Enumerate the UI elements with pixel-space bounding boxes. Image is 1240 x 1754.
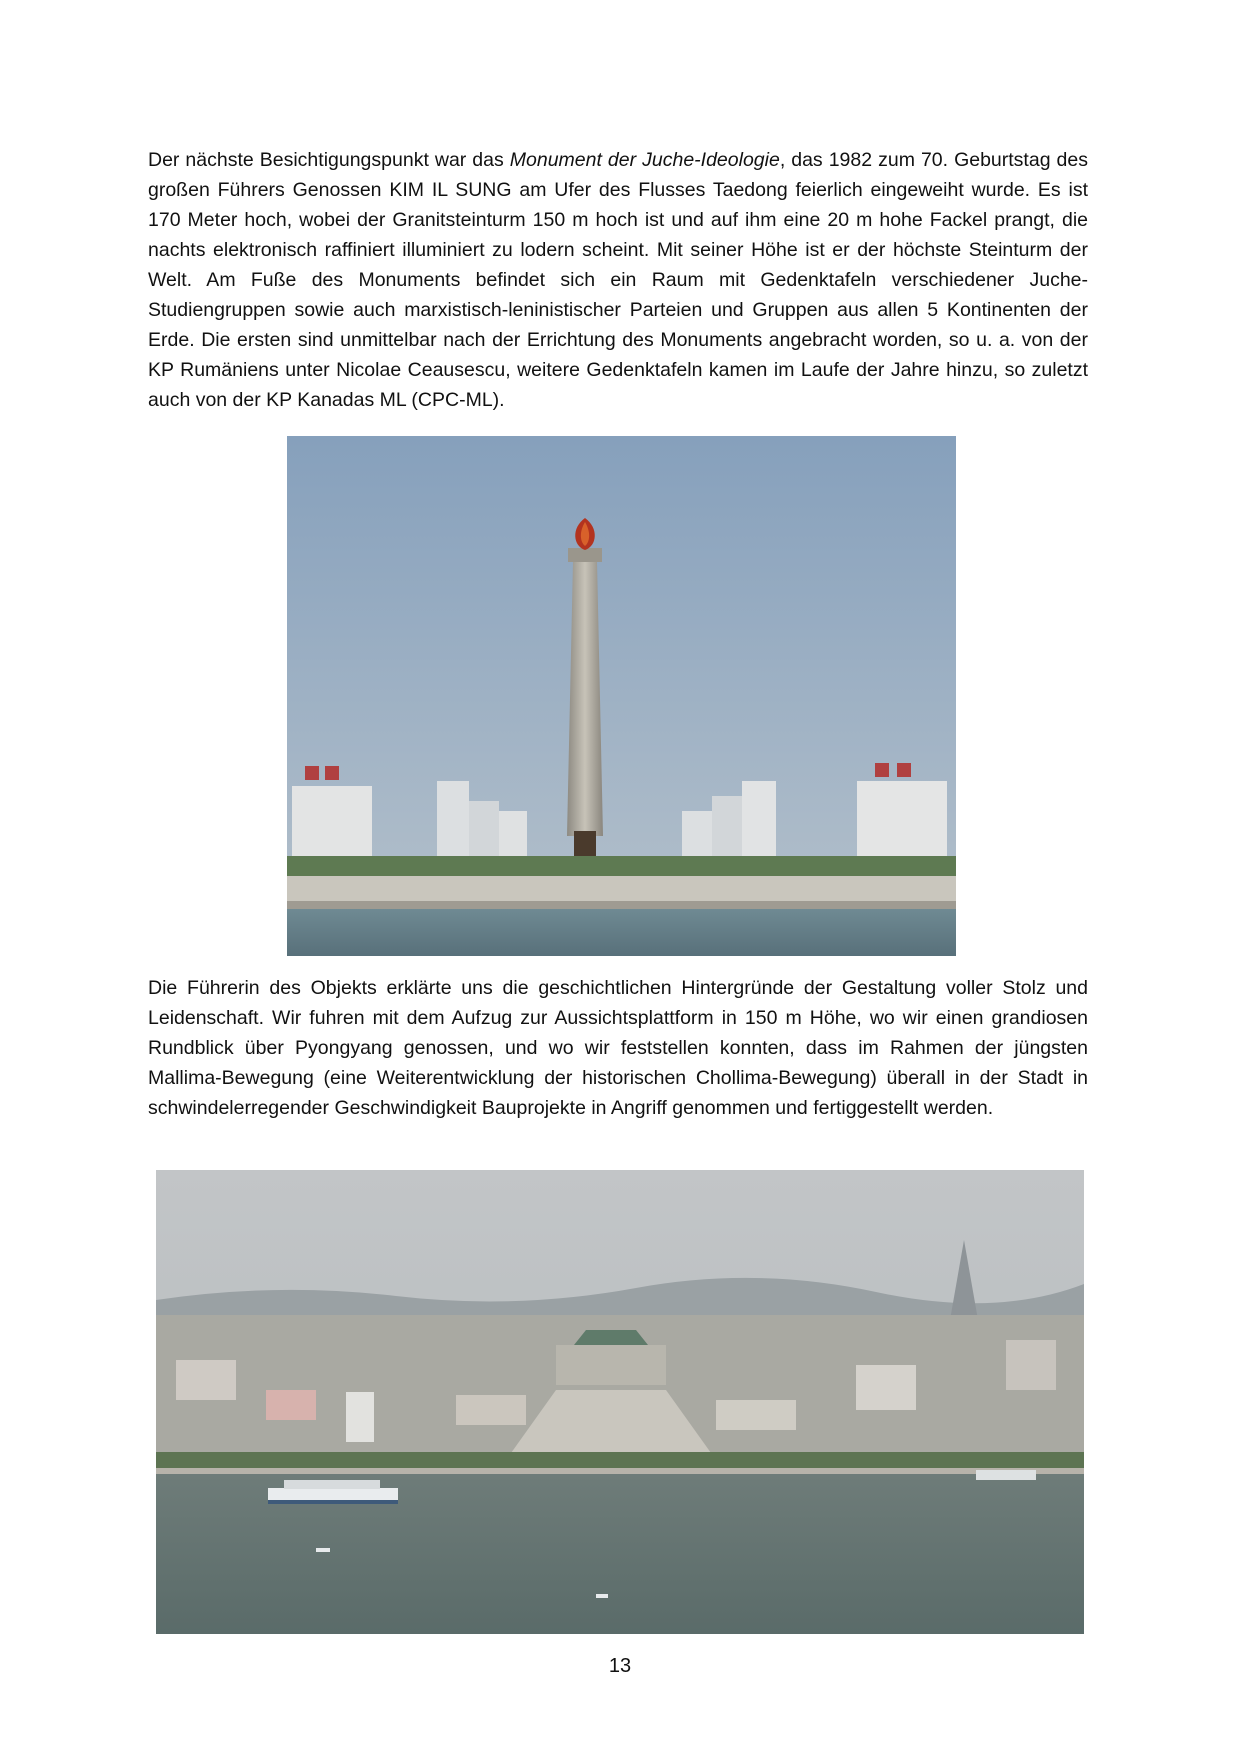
paragraph-1-rest: , das 1982 zum 70. Geburtstag des großen Führers Genossen KIM IL SUNG am Ufer des Flusses Taedong feierlich eingeweiht wurde. Es ist 170 Meter hoch, wobei der Granitsteinturm 150 m hoch ist und auf ihm eine 20 m hohe Fackel prangt, die nachts elektronisch raffiniert illuminiert zu lodern scheint. Mit seiner Höhe ist er der höchste Steinturm der Welt. Am Fuße des Monuments befindet sich ein Raum mit Gedenktafeln verschiedener Juche-Studiengruppen sowie auch marxistisch-leninistischer Parteien und Gruppen aus allen 5 Kontinenten der Erde. Die ersten sind unmittelbar nach der Errichtung des Monuments angebracht worden, so u. a. von der KP Rumäniens unter Nicolae Ceausescu, weitere Gedenktafeln kamen im Laufe der Jahre hinzu, so zuletzt auch von der KP Kanadas ML (CPC-ML). [148,149,1088,411]
paragraph-observation-platform: Die Führerin des Objekts erklärte uns die geschichtlichen Hintergründe der Gestaltung voller Stolz und Leidenschaft. Wir fuhren mit dem Aufzug zur Aussichtsplattform in 150 m Höhe, wo wir einen grandiosen Rundblick über Pyongyang genossen, und wo wir feststellen konnten, dass im Rahmen der jüngsten Mallima-Bewegung (eine Weiterentwicklung der historischen Chollima-Bewegung) überall in der Stadt in schwindelerregender Geschwindigkeit Bauprojekte in Angriff genommen und fertiggestellt werden. [148,977,1088,1119]
juche-tower-photo [287,436,956,956]
pyongyang-panorama-photo [156,1170,1084,1634]
paragraph-juche-monument [148,145,1088,415]
page-number: 13 [608,1655,632,1677]
paragraph-1-lead: Der nächste Besichtigungspunkt war das [148,149,510,171]
monument-name: Monument der Juche-Ideologie [509,149,780,171]
